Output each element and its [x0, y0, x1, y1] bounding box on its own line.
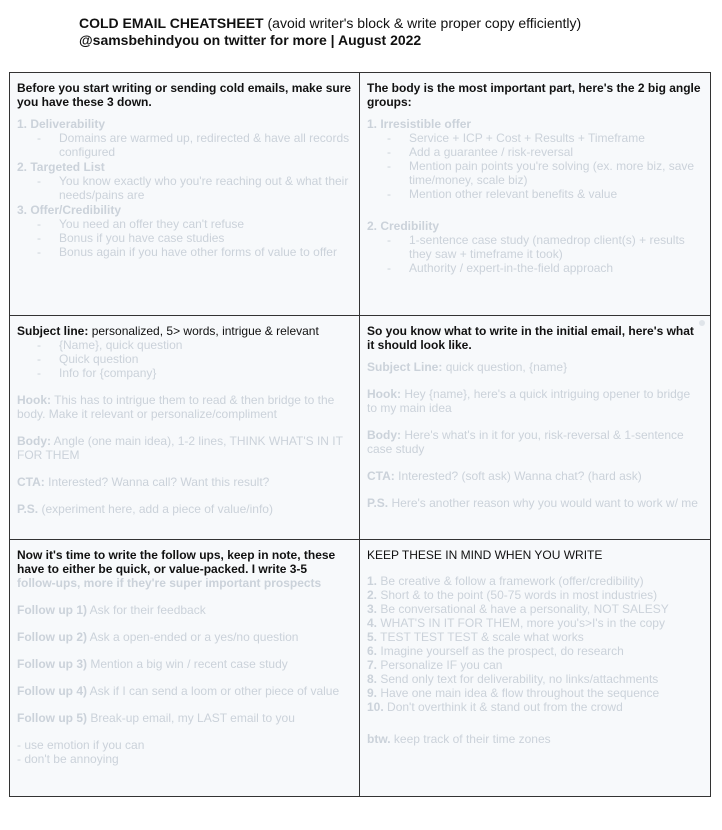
cell-writing-tips	[360, 540, 710, 796]
cheatsheet-grid	[9, 72, 711, 797]
follow-ups-heading: Now it's time to write the follow ups, keep in note, these have to either be quick, or value-packed. I write 3-5 follow-ups, more if they're super important prospects	[17, 548, 336, 590]
example-cta: CTA: Interested? (soft ask) Wanna chat? (hard ask)	[367, 469, 642, 483]
body-section: Body: Angle (one main idea), 1-2 lines, THINK WHAT'S IN IT FOR THEM	[17, 434, 343, 462]
tip-item: 9. Have one main idea & flow throughout the sequence	[367, 686, 660, 700]
tip-item: 8. Send only text for deliverability, no links/attachments	[367, 672, 659, 686]
page-header	[79, 15, 581, 49]
cell-email-structure	[10, 316, 359, 539]
follow-up-item: Follow up 2) Ask a open-ended or a yes/no question	[17, 630, 299, 644]
follow-up-note: - don't be annoying	[17, 752, 119, 766]
follow-up-note: - use emotion if you can	[17, 738, 145, 752]
example-ps: P.S. Here's another reason why you would want to work w/ me	[367, 496, 698, 510]
tip-item: 7. Personalize IF you can	[367, 658, 503, 672]
follow-up-item: Follow up 4) Ask if I can send a loom or other piece of value	[17, 684, 340, 698]
prereq-subitem: - Domains are warmed up, redirected & have all records configured	[17, 131, 352, 159]
cta-section: CTA: Interested? Wanna call? Want this result?	[17, 475, 270, 489]
btw-note: btw. keep track of their time zones	[367, 732, 551, 746]
angle-subitem: - 1-sentence case study (namedrop client(s) + results they saw + timeframe it took)	[367, 233, 703, 261]
example-body: Body: Here's what's in it for you, risk-reversal & 1-sentence case study	[367, 428, 684, 456]
follow-up-item: Follow up 5) Break-up email, my LAST email to you	[17, 711, 295, 725]
hook-section: Hook: This has to intrigue them to read & then bridge to the body. Make it relevant or personalize/compliment	[17, 393, 335, 421]
follow-up-item: Follow up 1) Ask for their feedback	[17, 603, 206, 617]
cell-body-angles-heading: The body is the most important part, here's the 2 big angle groups:	[367, 81, 701, 109]
tip-item: 4. WHAT'S IN IT FOR THEM, more you's>I's in the copy	[367, 616, 665, 630]
prereq-subitem: - You know exactly who you're reaching out & what their needs/pains are	[17, 174, 352, 202]
example-subject: Subject Line: quick question, {name}	[367, 360, 568, 374]
cell-prerequisites-heading: Before you start writing or sending cold emails, make sure you have these 3 down.	[17, 81, 352, 109]
prereq-subitem: - You need an offer they can't refuse	[17, 217, 352, 231]
angle-subitem: - Authority / expert-in-the-field approach	[367, 261, 703, 275]
cell-email-example-heading: So you know what to write in the initial email, here's what it should look like.	[367, 324, 694, 352]
ps-section: P.S. (experiment here, add a piece of value/info)	[17, 502, 273, 516]
writing-tips-heading: KEEP THESE IN MIND WHEN YOU WRITE	[367, 548, 603, 562]
angle-item: 1. Irresistible offer	[367, 117, 472, 131]
prereq-subitem: - Bonus if you have case studies	[17, 231, 352, 245]
subject-line-heading: Subject line: personalized, 5> words, intrigue & relevant	[17, 324, 319, 338]
header-line-2	[79, 32, 581, 49]
header-title: COLD EMAIL CHEATSHEET	[79, 15, 264, 31]
header-line-1	[79, 15, 581, 32]
prereq-item: 3. Offer/Credibility	[17, 203, 122, 217]
cell-prerequisites	[10, 73, 359, 315]
angle-subitem: - Mention pain points you're solving (ex. more biz, save time/money, scale biz)	[367, 159, 703, 187]
tip-item: 1. Be creative & follow a framework (offer/credibility)	[367, 574, 644, 588]
subject-example: - Quick question	[17, 352, 352, 366]
comment-marker-icon	[699, 320, 705, 326]
cell-body-angles	[360, 73, 710, 315]
follow-up-item: Follow up 3) Mention a big win / recent case study	[17, 657, 288, 671]
tip-item: 3. Be conversational & have a personality, NOT SALESY	[367, 602, 669, 616]
tip-item: 5. TEST TEST TEST & scale what works	[367, 630, 584, 644]
angle-subitem: - Mention other relevant benefits & value	[367, 187, 703, 201]
prereq-subitem: - Bonus again if you have other forms of value to offer	[17, 245, 352, 259]
angle-item: 2. Credibility	[367, 219, 440, 233]
header-subtitle: (avoid writer's block & write proper copy efficiently)	[267, 15, 582, 31]
angle-subitem: - Service + ICP + Cost + Results + Timeframe	[367, 131, 703, 145]
prereq-item: 1. Deliverability	[17, 117, 106, 131]
subject-example: - Info for {company}	[17, 366, 352, 380]
cell-follow-ups	[10, 540, 359, 796]
header-handle-date: @samsbehindyou on twitter for more | August 2022	[79, 32, 422, 48]
prereq-item: 2. Targeted List	[17, 160, 105, 174]
tip-item: 2. Short & to the point (50-75 words in most industries)	[367, 588, 658, 602]
subject-example: - {Name}, quick question	[17, 338, 352, 352]
cell-email-example	[360, 316, 710, 539]
example-hook: Hook: Hey {name}, here's a quick intriguing opener to bridge to my main idea	[367, 387, 691, 415]
angle-subitem: - Add a guarantee / risk-reversal	[367, 145, 703, 159]
tip-item: 10. Don't overthink it & stand out from the crowd	[367, 700, 623, 714]
tip-item: 6. Imagine yourself as the prospect, do research	[367, 644, 624, 658]
